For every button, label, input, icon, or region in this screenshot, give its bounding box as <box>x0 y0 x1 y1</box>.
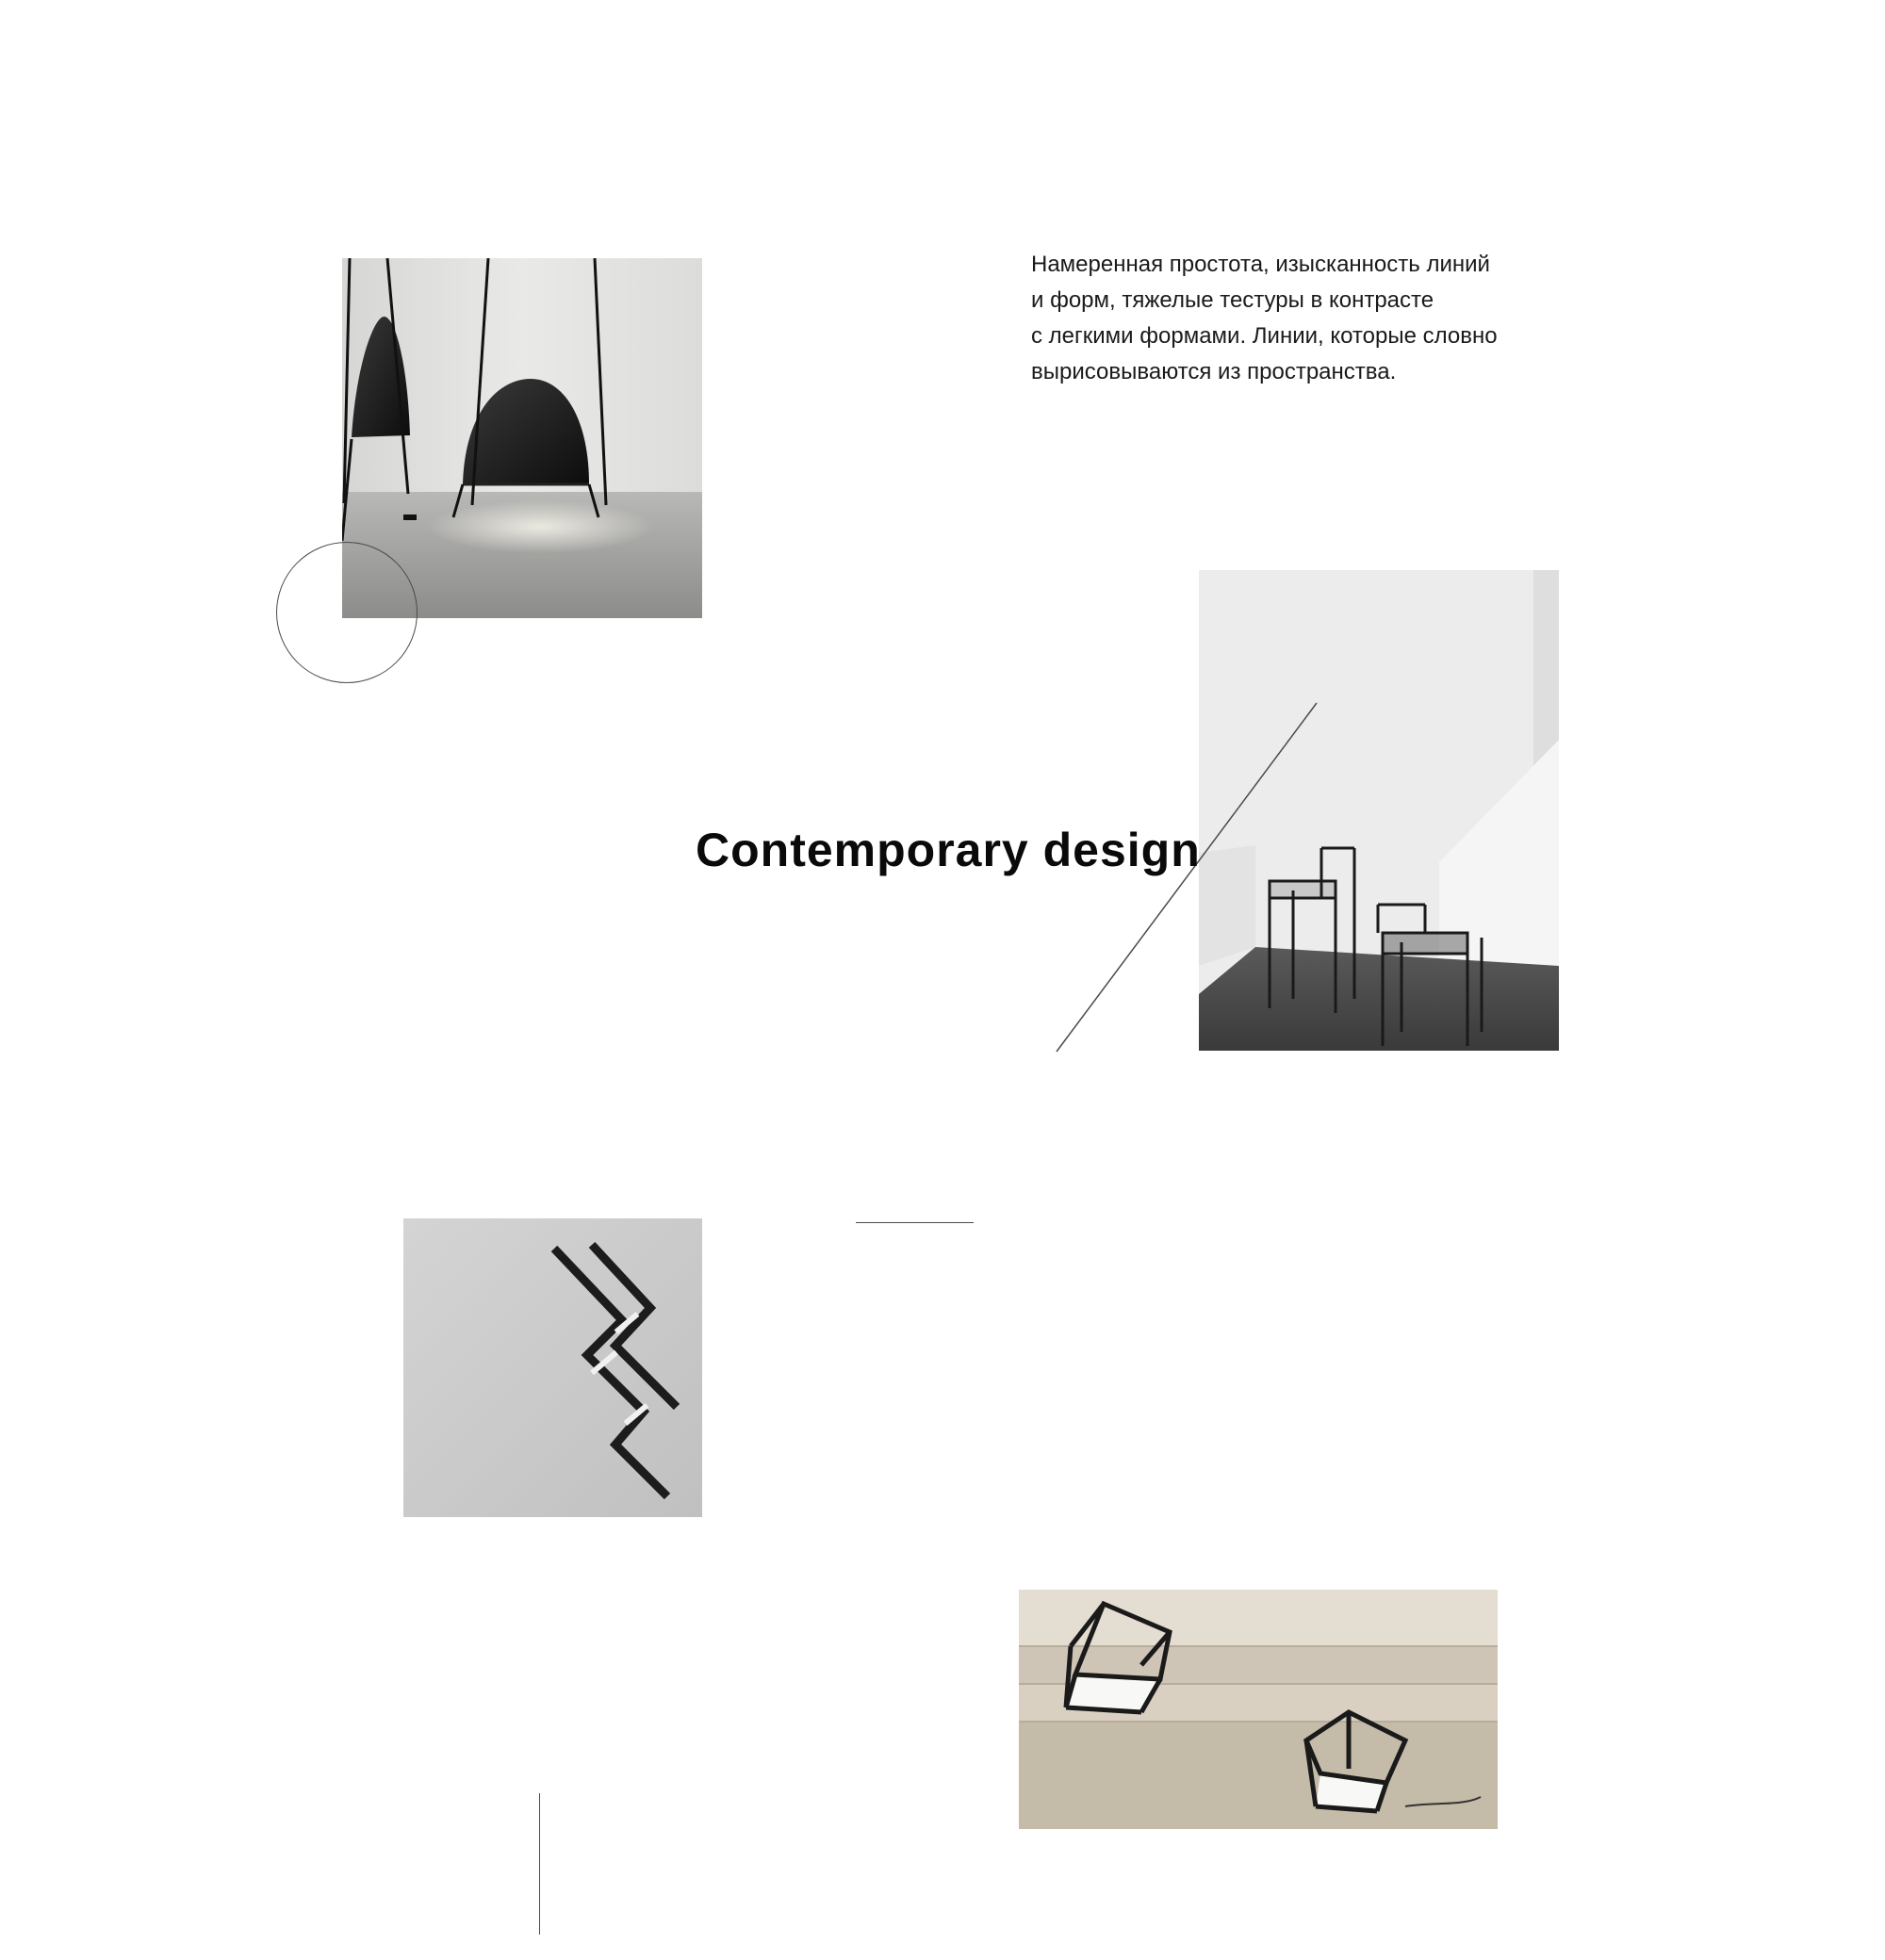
intro-line-3: с легкими формами. Линии, которые словно <box>1031 323 1498 349</box>
intro-paragraph <box>1031 247 1559 390</box>
intro-line-4: вырисовываются из пространства. <box>1031 359 1397 384</box>
photo-cube-lamps <box>1019 1590 1498 1829</box>
page-title: Contemporary design <box>696 824 1201 876</box>
intro-line-2: и форм, тяжелые тестуры в контрасте <box>1031 287 1434 313</box>
decorative-horizontal-line <box>856 1222 974 1223</box>
photo-zigzag-shelf <box>403 1218 702 1517</box>
cube-lamps-image <box>1019 1590 1498 1829</box>
decorative-vertical-line <box>539 1793 540 1935</box>
intro-line-1: Намеренная простота, изысканность линий <box>1031 252 1490 277</box>
zigzag-shelf-image <box>403 1218 702 1517</box>
decorative-circle <box>276 542 418 683</box>
